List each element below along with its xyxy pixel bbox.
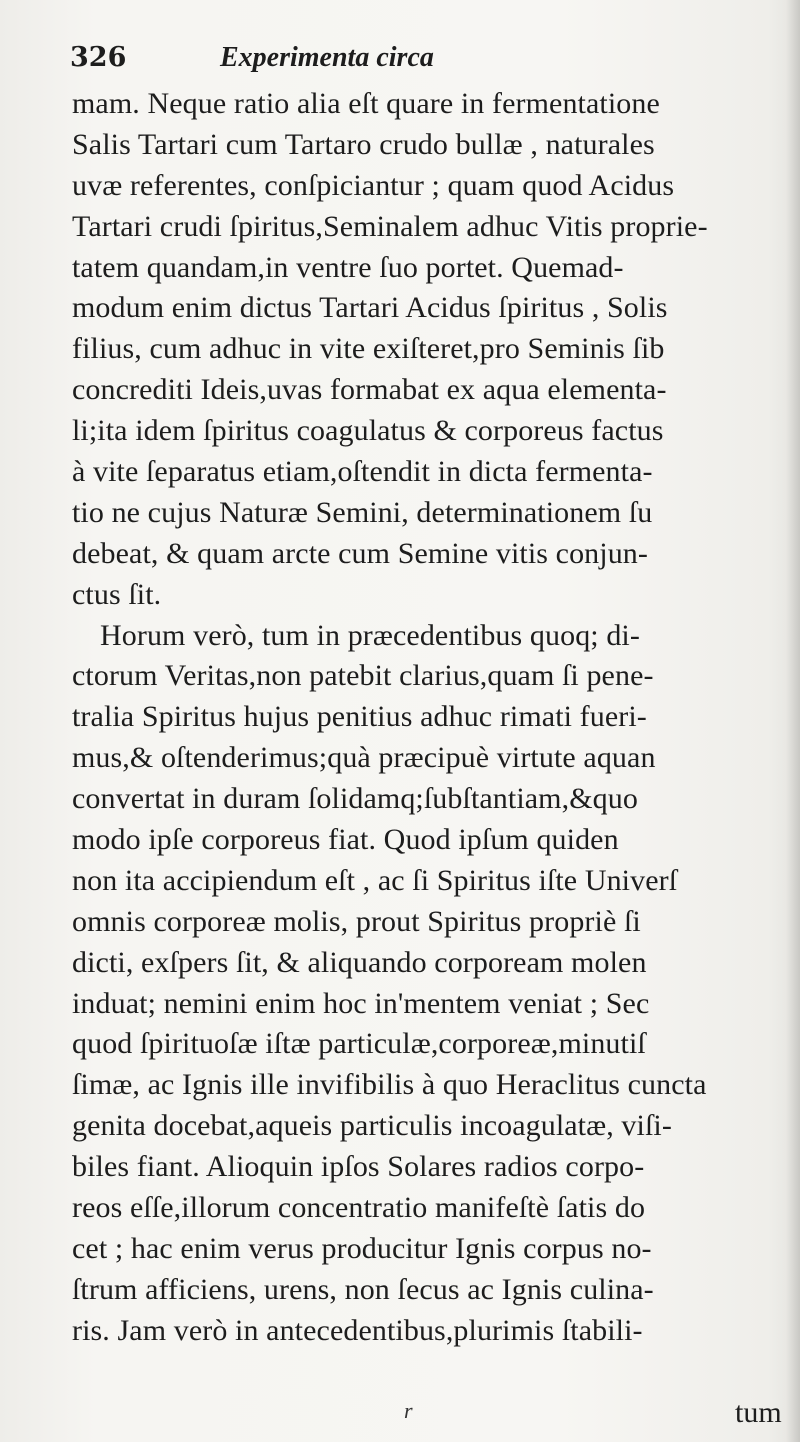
text-line: filius, cum adhuc in vite exiſteret,pro Seminis ſib	[72, 332, 665, 366]
running-title: Experimenta circa	[220, 42, 434, 73]
page-header	[70, 42, 750, 82]
text-line: Tartari crudi ſpiritus,Seminalem adhuc Vitis proprie-	[72, 209, 708, 243]
text-line: mam. Neque ratio alia eſt quare in fermentatione	[72, 87, 660, 120]
text-line: modo ipſe corporeus fiat. Quod ipſum quiden	[72, 823, 619, 857]
text-line: mus,& oſtenderimus;quà præcipuè virtute aquan	[72, 741, 656, 775]
page-number: 326	[70, 42, 127, 73]
text-line: omnis corporeæ molis, prout Spiritus propriè ſi	[72, 904, 641, 938]
text-line: uvæ referentes, conſpiciantur ; quam quod Acidus	[72, 168, 675, 202]
text-line: reos eſſe,illorum concentratio manifeſtè ſatis do	[72, 1191, 646, 1225]
text-line: ctus ſit.	[72, 577, 162, 611]
paragraph-start-line: Horum verò, tum in præcedentibus quoq; di-	[100, 618, 640, 652]
text-line: à vite ſeparatus etiam,oſtendit in dicta fermenta-	[72, 455, 653, 489]
text-line: dicti, exſpers ſit, & aliquando corpoream molen	[72, 945, 647, 979]
text-line: concrediti Ideis,uvas formabat ex aqua elementa-	[72, 373, 667, 407]
text-line: convertat in duram ſolidamq;ſubſtantiam,&quo	[72, 782, 638, 816]
text-line: modum enim dictus Tartari Acidus ſpiritus , Solis	[72, 291, 668, 325]
text-line: cet ; hac enim verus producitur Ignis corpus no-	[72, 1231, 652, 1265]
text-line: ris. Jam verò in antecedentibus,plurimis ſtabili-	[72, 1313, 643, 1347]
text-line: biles fiant. Alioquin ipſos Solares radios corpo-	[72, 1150, 645, 1184]
text-line: tatem quandam,in ventre ſuo portet. Quemad-	[72, 250, 624, 284]
text-line: ſtrum afficiens, urens, non ſecus ac Ignis culina-	[72, 1272, 654, 1306]
text-line: tralia Spiritus hujus penitius adhuc rimati fueri-	[72, 700, 647, 734]
text-line: induat; nemini enim hoc in'mentem veniat ; Sec	[72, 986, 650, 1020]
text-line: genita docebat,aqueis particulis incoagulatæ, viſi-	[72, 1109, 672, 1143]
text-line: ctorum Veritas,non patebit clarius,quam ſi pene-	[72, 659, 654, 693]
text-line: ſimæ, ac Ignis ille invifibilis à quo Heraclitus cuncta	[72, 1068, 707, 1102]
text-line: debeat, & quam arcte cum Semine vitis conjun-	[72, 536, 648, 570]
text-line: non ita accipiendum eſt , ac ſi Spiritus iſte Univerſ	[72, 863, 678, 897]
catchword: tum	[735, 1396, 782, 1429]
text-line: quod ſpirituoſæ iſtæ particulæ,corporeæ,minutiſ	[72, 1027, 646, 1061]
signature-mark: r	[404, 1398, 413, 1423]
text-line: tio ne cujus Naturæ Semini, determinationem ſu	[72, 495, 653, 529]
text-line: Salis Tartari cum Tartaro crudo bullæ , naturales	[72, 127, 655, 161]
body-text	[72, 84, 792, 1352]
text-line: li;ita idem ſpiritus coagulatus & corporeus factus	[72, 414, 664, 448]
